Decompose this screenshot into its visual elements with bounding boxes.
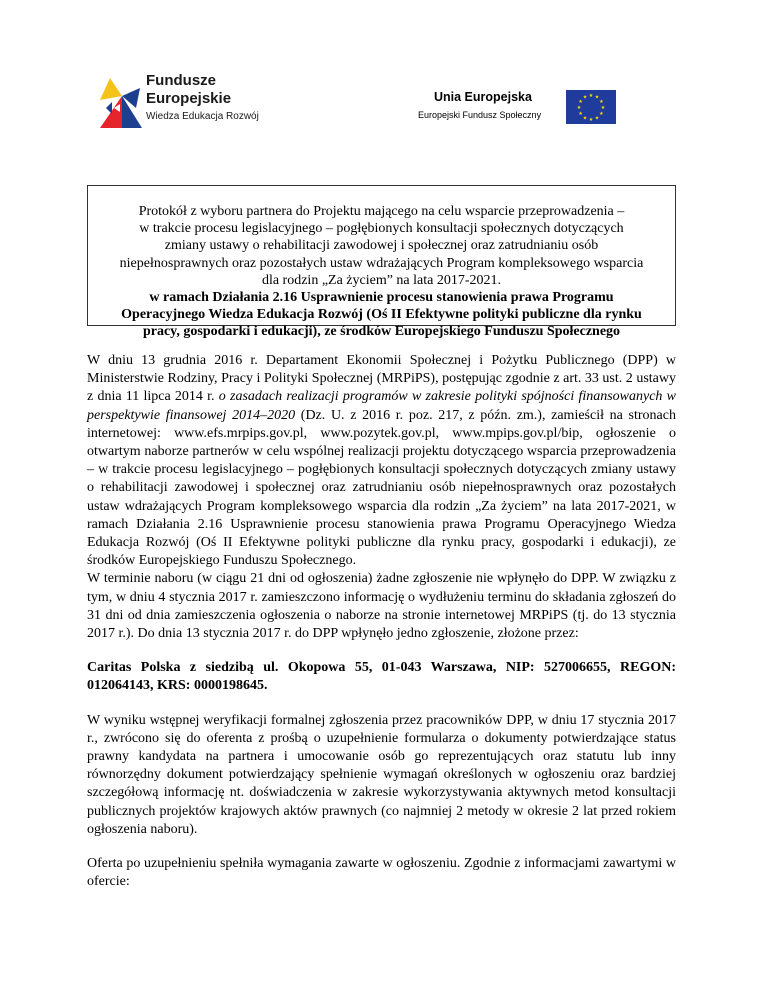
svg-text:★: ★: [594, 94, 600, 101]
paragraph-deadline: W terminie naboru (w ciągu 21 dni od ogłoszenia) żadne zgłoszenie nie wpłynęło do DPP. W związku z tym, w dniu 4 stycznia 2017 r. zamieszczono informację o wydłużeniu terminu do składania zgłoszeń do 31 dni od dnia zamieszczenia ogłoszenia o naborze na stronie internetowej MRPiPS (tj. do 13 stycznia 2017 r.). Do dnia 13 stycznia 2017 r. do DPP wpłynęło jedno zgłoszenie, złożone przez:: [87, 571, 676, 642]
paragraph-verification: W wyniku wstępnej weryfikacji formalnej zgłoszenia przez pracowników DPP, w dniu 17 stycznia 2017 r., zwrócono się do oferenta z prośbą o uzupełnienie formularza o dokumenty potwierdzające status prawny kandydata na partnera i umocowanie osób go reprezentujących oraz statutu lub inny równorzędny dokument potwierdzający spełnienie wymagań określonych w ogłoszeniu oraz bardziej szczegółową informację nt. doświadczenia w zakresie wykorzystywania aktywnych metod konsultacji publicznych projektów krajowych aktów prawnych (co najmniej 2 metody w okresie 2 lat przed rokiem ogłoszenia naboru).: [87, 712, 676, 837]
paragraph-announcement: [87, 352, 676, 570]
svg-text:★: ★: [576, 105, 582, 111]
svg-text:★: ★: [588, 93, 594, 99]
fe-logo-icon: [100, 78, 142, 128]
act-title-italic: o zasadach realizacji programów w zakresie polityki spójności finansowanych w perspektywie finansowej 2014–2020: [87, 389, 677, 423]
title-bold-line-3: pracy, gospodarki i edukacji), ze środków Europejskiego Funduszu Społecznego: [142, 324, 621, 340]
paragraph-announcement-part1: W dniu 13 grudnia 2016 r. Departament Ekonomii Społecznej i Pożytku Publicznego (DPP) w Ministerstwie Rodziny, Pracy i Polityki Społecznej (MRPiPS), postępując zgodnie z art. 33 ust. 2 ustawy z dnia 11 lipca 2014 r.: [87, 353, 676, 405]
svg-text:★: ★: [578, 99, 583, 105]
document-body: [87, 352, 676, 891]
ue-logo-line2: Europejski Fundusz Społeczny: [418, 110, 542, 120]
svg-text:★: ★: [582, 94, 588, 101]
title-line-1: Protokół z wyboru partnera do Projektu mającego na celu wsparcie przeprowadzenia –: [138, 204, 625, 219]
svg-text:★: ★: [599, 99, 604, 105]
title-line-3: zmiany ustawy o rehabilitacji zawodowej i społecznej oraz zatrudnianiu osób: [164, 238, 599, 254]
ue-logo-line1: Unia Europejska: [434, 90, 532, 104]
title-line-4: niepełnosprawnych oraz pozostałych ustaw wdrażających Program kompleksowego wsparcia: [119, 255, 644, 271]
svg-text:★: ★: [578, 111, 583, 117]
title-line-5: dla rodzin „Za życiem” na lata 2017-2021.: [261, 272, 502, 288]
fe-logo-line1: Fundusze: [146, 72, 216, 89]
unia-europejska-logo: [418, 90, 628, 130]
svg-text:★: ★: [600, 105, 606, 111]
fe-logo-line3: Wiedza Edukacja Rozwój: [146, 111, 259, 122]
fundusze-europejskie-logo: [100, 72, 270, 132]
paragraph-announcement-part2: (Dz. U. z 2016 r. poz. 217, z późn. zm.), zamieścił na stronach internetowej: www.efs.mrpips.gov.pl, www.pozytek.gov.pl, www.mpips.gov.pl/bip, ogłoszenie o otwartym naborze partnerów w celu wspólnej realizacji projektu dotyczącego wsparcia przeprowadzenia – w trakcie procesu legislacyjnego – pogłębionych konsultacji społecznych dotyczących zmiany ustawy o rehabilitacji zawodowej i społecznej oraz zatrudnianiu osób niepełnosprawnych oraz pozostałych ustaw wdrażających Program kompleksowego wsparcia dla rodzin „Za życiem” na lata 2017-2021, w ramach Działania 2.16 Usprawnienie procesu stanowienia prawa Programu Operacyjnego Wiedza Edukacja Rozwój (Oś II Efektywne polityki publiczne dla rynku pracy, gospodarki i edukacji), ze środków Europejskiego Funduszu Społecznego.: [87, 407, 676, 569]
eu-flag-icon: [566, 90, 616, 124]
title-box: [87, 185, 676, 340]
title-bold-line-2: Operacyjnego Wiedza Edukacja Rozwój (Oś II Efektywne polityki publiczne dla rynku: [121, 307, 642, 323]
svg-text:★: ★: [599, 111, 604, 117]
svg-text:★: ★: [582, 115, 588, 122]
title-bold-line-1: w ramach Działania 2.16 Usprawnienie procesu stanowienia prawa Programu: [149, 290, 614, 306]
paragraph-offer: Oferta po uzupełnieniu spełniła wymagania zawarte w ogłoszeniu. Zgodnie z informacjami zawartymi w ofercie:: [87, 856, 676, 890]
paragraph-applicant: Caritas Polska z siedzibą ul. Okopowa 55, 01-043 Warszawa, NIP: 527006655, REGON: 012064143, KRS: 0000198645.: [87, 660, 676, 694]
title-line-2: w trakcie procesu legislacyjnego – pogłębionych konsultacji społecznych dotyczących: [139, 221, 624, 237]
fe-logo-line2: Europejskie: [146, 90, 232, 107]
svg-text:★: ★: [594, 115, 600, 122]
svg-text:★: ★: [588, 117, 594, 123]
